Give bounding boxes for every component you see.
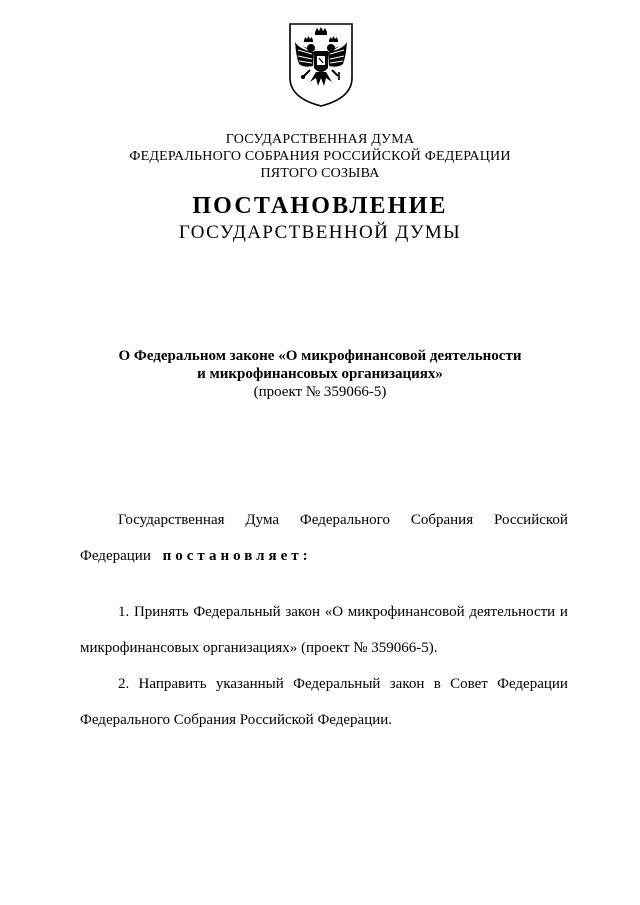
preamble-word: Российской	[494, 512, 568, 528]
preamble-word: Государственная	[118, 512, 225, 528]
item-word: в	[433, 676, 441, 692]
item-word: Федерации	[497, 676, 568, 692]
preamble-line-2	[80, 547, 568, 565]
preamble-word: Собрания	[410, 512, 474, 528]
item-word: Федеральный	[193, 604, 281, 620]
item-word: закон	[285, 604, 320, 620]
document-type: ПОСТАНОВЛЕНИЕ	[192, 193, 448, 219]
item-1-line-1	[118, 603, 568, 621]
item-word: закон	[389, 676, 425, 692]
item-2-line-1	[118, 675, 568, 693]
preamble-federation: Федерации	[80, 548, 151, 564]
preamble-word: Федерального	[299, 512, 390, 528]
subject-block	[0, 347, 640, 401]
item-word: Совет	[450, 676, 488, 692]
issuer-block	[0, 131, 640, 182]
item-word: 1.	[118, 604, 130, 620]
item-word: деятельности	[469, 604, 556, 620]
item-word: Направить	[138, 676, 207, 692]
project-number: (проект № 359066-5)	[253, 384, 387, 400]
preamble-word: Дума	[245, 512, 280, 528]
coat-of-arms-icon	[286, 20, 356, 108]
item-2-line-2: Федерального Собрания Российской Федерации.	[80, 712, 393, 728]
issuer-title: ГОСУДАРСТВЕННОЙ ДУМЫ	[178, 222, 462, 243]
resolution-verb: постановляет:	[162, 548, 312, 564]
document-type-title	[0, 192, 640, 220]
item-word: Федеральный	[293, 676, 381, 692]
header-line-1: ГОСУДАРСТВЕННАЯ ДУМА	[225, 132, 415, 147]
subject-line-1: О Федеральном законе «О микрофинансовой деятельности	[118, 348, 522, 364]
header-line-2: ФЕДЕРАЛЬНОГО СОБРАНИЯ РОССИЙСКОЙ ФЕДЕРАЦИИ	[129, 149, 511, 164]
document-issuer-title	[0, 222, 640, 244]
item-word: и	[559, 604, 568, 620]
item-word: микрофинансовой	[347, 604, 465, 620]
item-word: Принять	[133, 604, 189, 620]
preamble-line-1	[118, 511, 568, 529]
item-word: 2.	[118, 676, 130, 692]
item-word: указанный	[215, 676, 284, 692]
item-1-line-2: микрофинансовых организациях» (проект № 359066-5).	[80, 640, 438, 656]
item-word: «О	[324, 604, 344, 620]
header-line-3: ПЯТОГО СОЗЫВА	[260, 166, 380, 181]
subject-line-2: и микрофинансовых организациях»	[197, 366, 443, 382]
